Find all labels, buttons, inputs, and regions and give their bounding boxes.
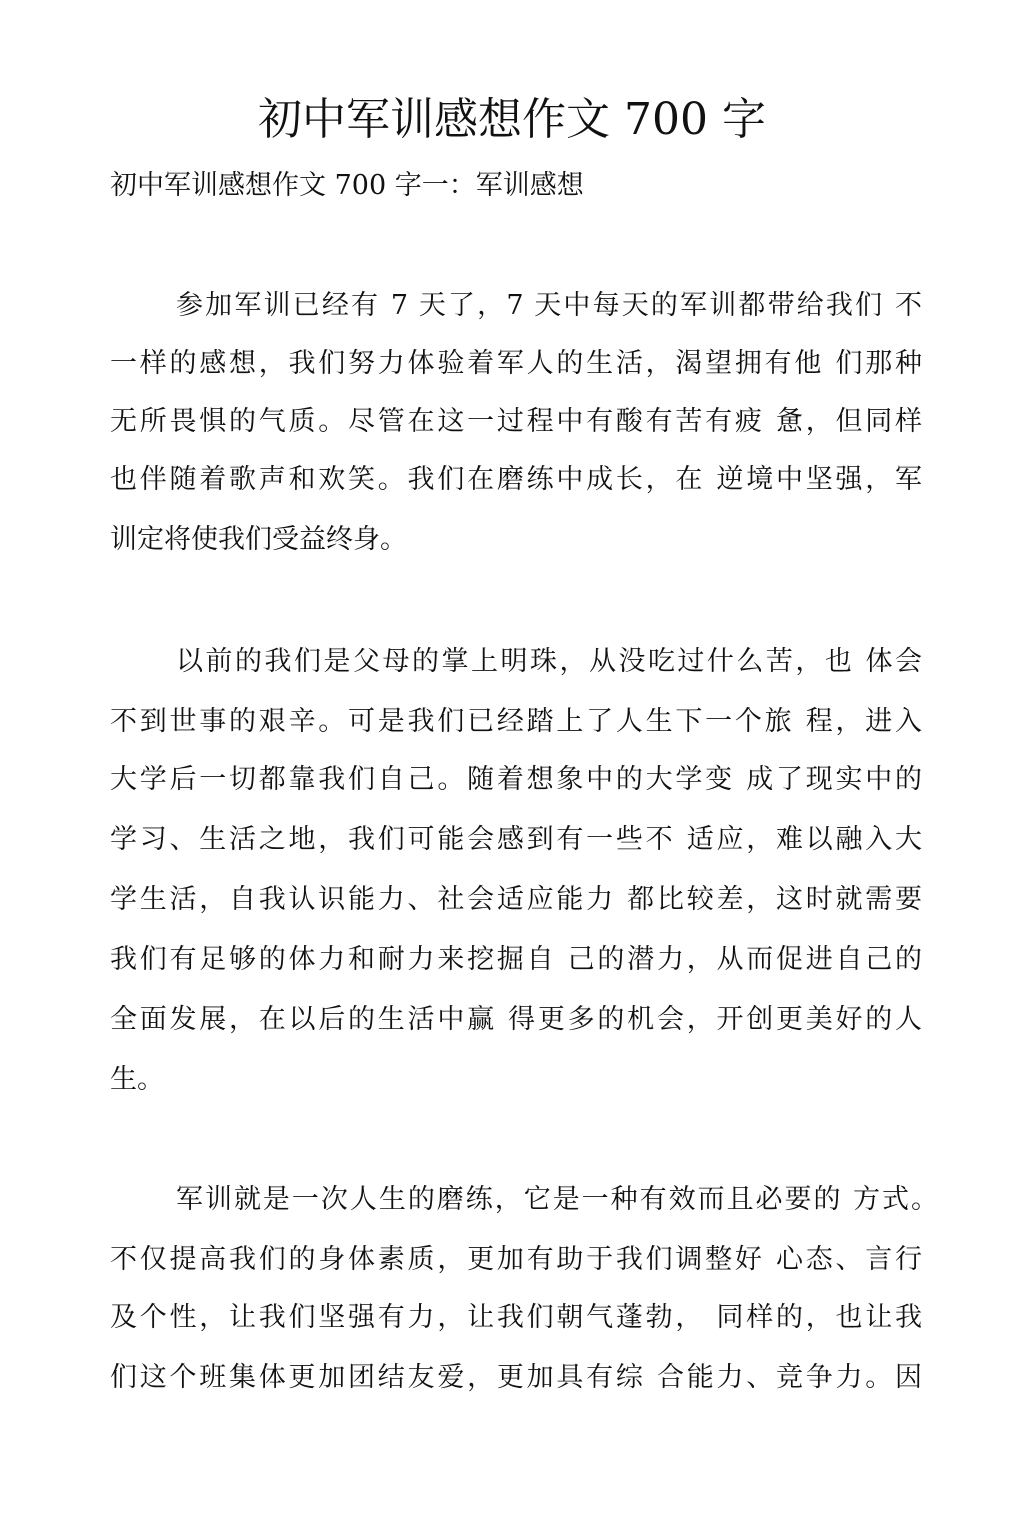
paragraph-line: 军训就是一次人生的磨练，它是一种有效而且必要的 方式。: [176, 1184, 938, 1215]
paragraph-line: 一样的感想，我们努力体验着军人的生活，渴望拥有他 们那种: [110, 348, 922, 379]
paragraph-line: 以前的我们是父母的掌上明珠，从没吃过什么苦，也 体会: [176, 646, 922, 677]
paragraph-line: 不仅提高我们的身体素质，更加有助于我们调整好 心态、言行: [110, 1244, 922, 1275]
paragraph-line: 大学后一切都靠我们自己。随着想象中的大学变 成了现实中的: [110, 764, 922, 795]
document-title: 初中军训感想作文 700 字: [258, 94, 766, 145]
paragraph-line: 我们有足够的体力和耐力来挖掘自 己的潜力，从而促进自己的: [110, 944, 922, 975]
paragraph-line: 不到世事的艰辛。可是我们已经踏上了人生下一个旅 程，进入: [110, 706, 922, 737]
paragraph-line: 学习、生活之地，我们可能会感到有一些不 适应，难以融入大: [110, 824, 922, 855]
paragraph-line: 学生活，自我认识能力、社会适应能力 都比较差，这时就需要: [110, 884, 922, 915]
paragraph-line: 及个性，让我们坚强有力，让我们朝气蓬勃， 同样的，也让我: [110, 1302, 922, 1333]
paragraph-line: 全面发展，在以后的生活中赢 得更多的机会，开创更美好的人: [110, 1004, 922, 1035]
paragraph-line: 们这个班集体更加团结友爱，更加具有综 合能力、竞争力。因: [110, 1362, 922, 1393]
paragraph-line: 参加军训已经有 7 天了，7 天中每天的军训都带给我们 不: [176, 290, 922, 321]
document-subtitle: 初中军训感想作文 700 字一：军训感想: [110, 170, 584, 201]
paragraph-line: 生。: [110, 1064, 164, 1095]
paragraph-line: 无所畏惧的气质。尽管在这一过程中有酸有苦有疲 惫，但同样: [110, 406, 922, 437]
paragraph-line: 也伴随着歌声和欢笑。我们在磨练中成长，在 逆境中坚强，军: [110, 464, 922, 495]
paragraph-line: 训定将使我们受益终身。: [110, 524, 407, 555]
